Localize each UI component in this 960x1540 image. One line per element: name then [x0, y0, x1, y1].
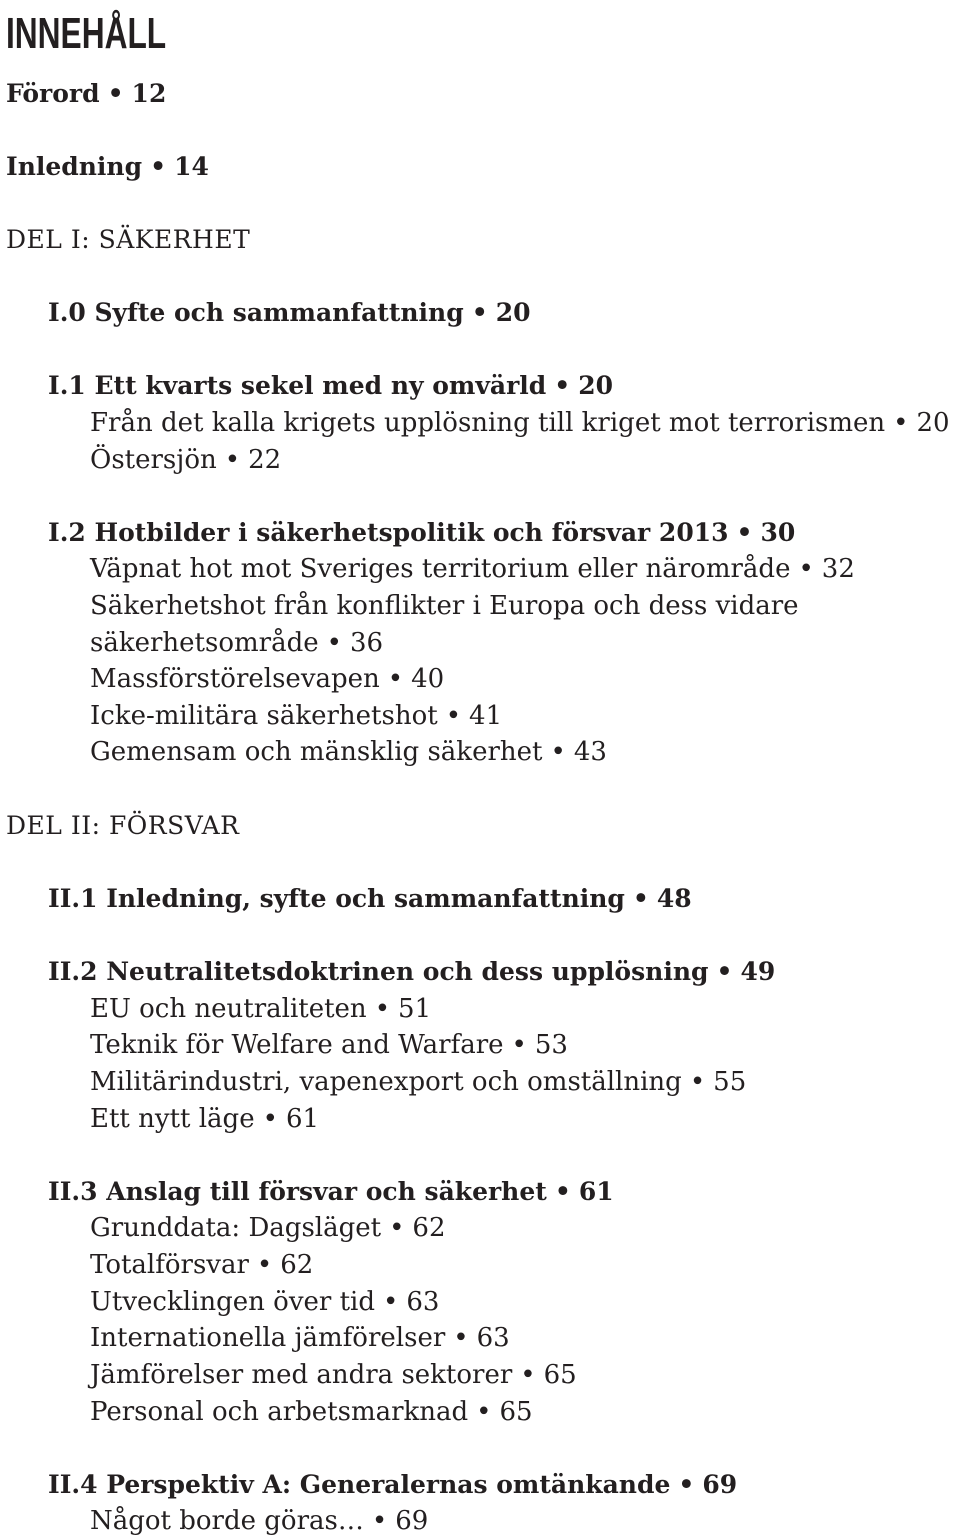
toc-entry-title: Förord [6, 79, 100, 108]
toc-entry-title: Grunddata: Dagsläget [90, 1213, 382, 1243]
toc-page-number: 22 [248, 445, 282, 475]
toc-entry-title: Jämförelser med andra sektorer [90, 1360, 513, 1390]
bullet-separator: • [326, 628, 342, 658]
toc-entry-title: Östersjön [90, 445, 217, 475]
toc-entry [90, 442, 281, 478]
toc-entry [90, 1284, 439, 1320]
bullet-separator: • [383, 1287, 399, 1317]
toc-page-number: 30 [760, 518, 796, 547]
toc-entry-title: Teknik för Welfare and Warfare [90, 1030, 504, 1060]
bullet-separator: • [554, 1177, 571, 1206]
toc-page-number: 53 [534, 1030, 568, 1060]
bullet-separator: • [262, 1104, 278, 1134]
toc-entry-title: EU och neutraliteten [90, 994, 367, 1024]
toc-entry [48, 295, 530, 331]
bullet-separator: • [689, 1067, 706, 1097]
bullet-separator: • [471, 298, 488, 327]
toc-entry [90, 661, 444, 697]
bullet-separator: • [632, 884, 649, 913]
toc-entry [90, 1503, 428, 1539]
toc-page-number: 69 [395, 1506, 429, 1536]
toc-page-number: 40 [411, 664, 445, 694]
bullet-separator: • [798, 554, 814, 584]
bullet-separator: • [389, 1213, 405, 1243]
toc-entry-title: Personal och arbetsmarknad [90, 1397, 469, 1427]
page-title: INNEHÅLL [6, 9, 167, 58]
bullet-separator: • [736, 518, 753, 547]
bullet-separator: • [374, 994, 391, 1024]
toc-page-number: 41 [469, 701, 503, 731]
toc-entry [48, 1467, 737, 1503]
bullet-separator: • [150, 152, 167, 181]
toc-entry [90, 1247, 313, 1283]
toc-entry [90, 698, 502, 734]
bullet-separator: • [554, 371, 571, 400]
toc-entry [90, 991, 431, 1027]
toc-page-number: 69 [702, 1470, 738, 1499]
toc-entry-title: Utvecklingen över tid [90, 1287, 375, 1317]
bullet-separator: • [453, 1323, 469, 1353]
toc-entry-title: I.2 Hotbilder i säkerhetspolitik och försvar 2013 [48, 518, 729, 547]
bullet-separator: • [224, 445, 241, 475]
toc-page-number: 12 [131, 79, 167, 108]
bullet-separator: • [445, 701, 462, 731]
toc-page-number: 20 [578, 371, 614, 400]
toc-page-number: 62 [280, 1250, 314, 1280]
bullet-separator: • [256, 1250, 273, 1280]
toc-entry-title: Något borde göras… [90, 1506, 364, 1536]
bullet-separator: • [107, 79, 124, 108]
toc-page-number: 32 [821, 554, 855, 584]
toc-entry [48, 515, 795, 551]
toc-entry [90, 1357, 577, 1393]
toc-entry-title: Från det kalla krigets upplösning till kriget mot terrorismen [90, 408, 886, 438]
toc-entry-title: Massförstörelsevapen [90, 664, 380, 694]
toc-page-number: 63 [406, 1287, 440, 1317]
toc-entry [90, 1394, 533, 1430]
toc-entry [90, 405, 950, 441]
bullet-separator: • [893, 408, 909, 438]
toc-entry [90, 1027, 568, 1063]
bullet-separator: • [387, 664, 404, 694]
toc-entry [6, 149, 209, 185]
toc-entry-title: DEL I: SÄKERHET [6, 225, 251, 254]
bullet-separator: • [678, 1470, 695, 1499]
toc-page-number: 14 [174, 152, 209, 181]
toc-entry [90, 734, 607, 770]
section-heading [6, 808, 240, 844]
toc-entry [90, 625, 383, 661]
toc-page-number: 61 [285, 1104, 320, 1134]
toc-entry [6, 76, 166, 112]
toc-page-number: 65 [543, 1360, 577, 1390]
section-heading [6, 222, 250, 258]
toc-entry-title: II.3 Anslag till försvar och säkerhet [48, 1177, 547, 1206]
toc-entry [90, 588, 799, 624]
toc-page-number: 63 [476, 1323, 510, 1353]
toc-entry-title: Militärindustri, vapenexport och omställning [90, 1067, 682, 1097]
toc-page-number: 48 [656, 884, 692, 913]
toc-entry-title: II.4 Perspektiv A: Generalernas omtänkande [48, 1470, 671, 1499]
toc-entry [48, 881, 692, 917]
toc-entry [90, 1101, 319, 1137]
toc-entry-title: Icke-militära säkerhetshot [90, 701, 438, 731]
toc-page-number: 43 [573, 737, 607, 767]
bullet-separator: • [371, 1506, 388, 1536]
toc-page-number: 65 [499, 1397, 533, 1427]
toc-entry-title: Internationella jämförelser [90, 1323, 446, 1353]
bullet-separator: • [716, 957, 733, 986]
bullet-separator: • [476, 1397, 492, 1427]
toc-entry [48, 1174, 614, 1210]
toc-page-number: 61 [578, 1177, 614, 1206]
bullet-separator: • [520, 1360, 536, 1390]
toc-page-number: 49 [740, 957, 776, 986]
toc-entry-title: DEL II: FÖRSVAR [6, 811, 240, 840]
toc-entry-title: Totalförsvar [90, 1250, 249, 1280]
toc-entry-title: Inledning [6, 152, 143, 181]
toc-entry-title: Väpnat hot mot Sveriges territorium eller närområde [90, 554, 791, 584]
bullet-separator: • [550, 737, 566, 767]
toc-page-number: 20 [495, 298, 531, 327]
toc-entry-title: I.0 Syfte och sammanfattning [48, 298, 464, 327]
toc-entry-title: Ett nytt läge [90, 1104, 255, 1134]
toc-entry [90, 1064, 746, 1100]
toc-entry-title: Säkerhetshot från konflikter i Europa och dess vidare [90, 591, 799, 621]
toc-page-number: 20 [916, 408, 950, 438]
toc-entry [90, 1210, 446, 1246]
toc-entry-title: I.1 Ett kvarts sekel med ny omvärld [48, 371, 547, 400]
toc-page-number: 62 [412, 1213, 446, 1243]
toc-entry [90, 551, 855, 587]
toc-entry-title: Gemensam och mänsklig säkerhet [90, 737, 543, 767]
toc-entry [90, 1320, 510, 1356]
toc-entry [48, 954, 775, 990]
bullet-separator: • [511, 1030, 527, 1060]
toc-page-number: 36 [349, 628, 384, 658]
toc-entry [48, 368, 613, 404]
toc-page-number: 55 [713, 1067, 747, 1097]
toc-page-number: 51 [398, 994, 432, 1024]
toc-entry-title: II.1 Inledning, syfte och sammanfattning [48, 884, 625, 913]
toc-entry-title: II.2 Neutralitetsdoktrinen och dess upplösning [48, 957, 709, 986]
toc-entry-title: säkerhetsområde [90, 628, 319, 658]
